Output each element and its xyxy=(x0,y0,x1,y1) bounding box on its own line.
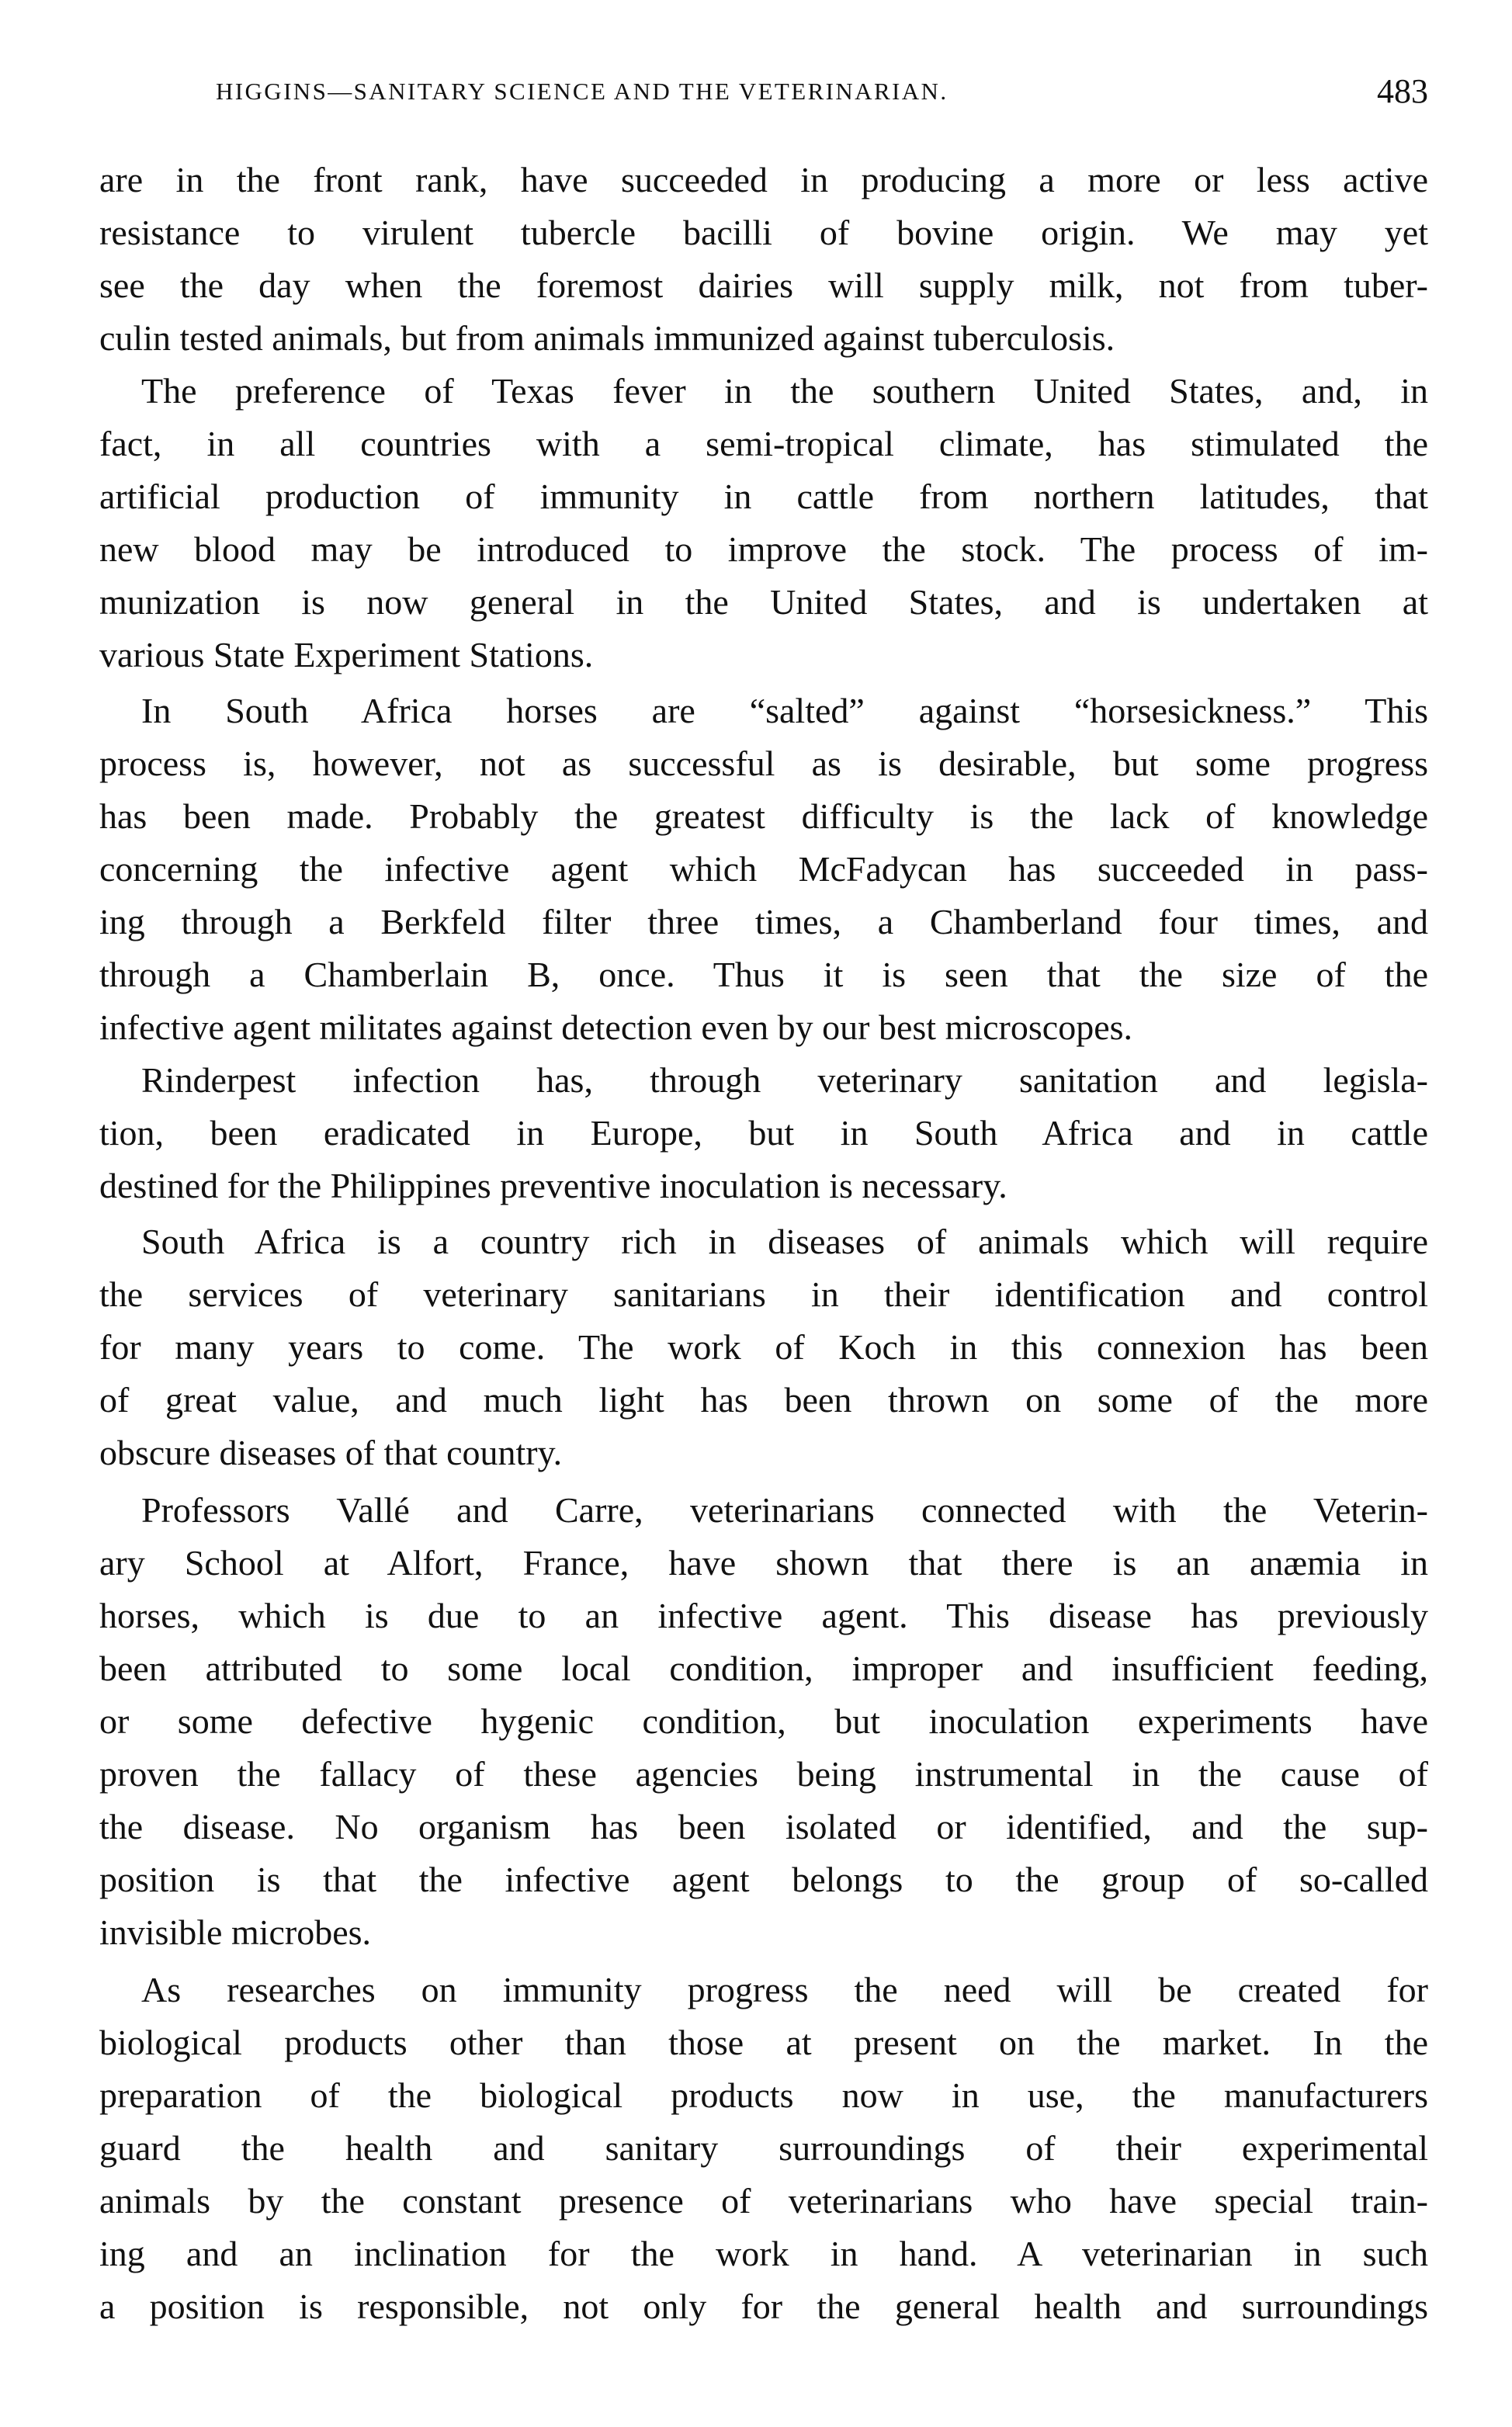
text-line: invisible microbes. xyxy=(99,1912,372,1952)
text-line: preparation of the biological products now in use, the manufacturers xyxy=(99,2075,1428,2115)
page-number: 483 xyxy=(1377,72,1428,110)
text-line: resistance to virulent tubercle bacilli of bovine origin. We may yet xyxy=(99,213,1428,252)
paragraph xyxy=(99,154,1428,365)
text-line: the services of veterinary sanitarians in their identification and control xyxy=(99,1274,1428,1314)
text-line: of great value, and much light has been thrown on some of the more xyxy=(99,1380,1428,1420)
text-line: or some defective hygenic condition, but inoculation experiments have xyxy=(99,1701,1428,1741)
text-line: guard the health and sanitary surroundings of their experimental xyxy=(99,2128,1428,2168)
text-line: South Africa is a country rich in diseases of animals which will require xyxy=(141,1222,1428,1261)
text-line: tion, been eradicated in Europe, but in South Africa and in cattle xyxy=(99,1113,1428,1153)
text-line: new blood may be introduced to improve the stock. The process of im- xyxy=(99,529,1428,569)
text-line: through a Chamberlain B, once. Thus it is seen that the size of the xyxy=(99,955,1428,994)
text-line: The preference of Texas fever in the southern United States, and, in xyxy=(141,371,1428,411)
text-line: In South Africa horses are “salted” against “horsesickness.” This xyxy=(141,691,1428,730)
text-line: ing and an inclination for the work in hand. A veterinarian in such xyxy=(99,2234,1428,2273)
text-line: culin tested animals, but from animals immunized against tuberculosis. xyxy=(99,318,1115,358)
text-line: ary School at Alfort, France, have shown that there is an anæmia in xyxy=(99,1543,1428,1583)
text-line: position is that the infective agent belongs to the group of so-called xyxy=(99,1860,1428,1899)
text-line: see the day when the foremost dairies will supply milk, not from tuber- xyxy=(99,265,1428,305)
text-line: various State Experiment Stations. xyxy=(99,635,594,674)
body-text xyxy=(99,154,1428,2333)
text-line: for many years to come. The work of Koch in this connexion has been xyxy=(99,1327,1428,1367)
text-line: been attributed to some local condition, improper and insufficient feeding, xyxy=(99,1649,1428,1688)
text-line: has been made. Probably the greatest difficulty is the lack of knowledge xyxy=(99,796,1428,836)
running-title: HIGGINS—SANITARY SCIENCE AND THE VETERINARIAN. xyxy=(216,78,948,105)
text-line: As researches on immunity progress the need will be created for xyxy=(141,1970,1428,2009)
text-line: animals by the constant presence of veterinarians who have special train- xyxy=(99,2181,1428,2221)
paragraph xyxy=(99,1215,1428,1479)
text-line: the disease. No organism has been isolated or identified, and the sup- xyxy=(99,1807,1428,1846)
text-line: Rinderpest infection has, through veterinary sanitation and legisla- xyxy=(141,1060,1428,1100)
text-line: a position is responsible, not only for the general health and surroundings xyxy=(99,2287,1428,2326)
text-line: ing through a Berkfeld filter three times, a Chamberland four times, and xyxy=(99,902,1428,941)
text-line: destined for the Philippines preventive inoculation is necessary. xyxy=(99,1166,1007,1205)
paragraph xyxy=(99,1484,1428,1959)
text-line: horses, which is due to an infective agent. This disease has previously xyxy=(99,1596,1428,1635)
running-head xyxy=(99,71,1428,118)
text-line: proven the fallacy of these agencies being instrumental in the cause of xyxy=(99,1754,1428,1794)
text-line: fact, in all countries with a semi-tropical climate, has stimulated the xyxy=(99,424,1428,463)
text-line: Professors Vallé and Carre, veterinarians connected with the Veterin- xyxy=(141,1490,1428,1530)
text-line: obscure diseases of that country. xyxy=(99,1433,563,1472)
text-line: biological products other than those at present on the market. In the xyxy=(99,2023,1428,2062)
paragraph xyxy=(99,365,1428,681)
paragraph xyxy=(99,1964,1428,2333)
text-line: are in the front rank, have succeeded in producing a more or less active xyxy=(99,160,1428,199)
text-line: process is, however, not as successful as is desirable, but some progress xyxy=(99,744,1428,783)
paragraph xyxy=(99,1054,1428,1212)
text-line: artificial production of immunity in cattle from northern latitudes, that xyxy=(99,477,1428,516)
text-line: infective agent militates against detection even by our best microscopes. xyxy=(99,1007,1133,1047)
text-line: munization is now general in the United States, and is undertaken at xyxy=(99,582,1428,622)
paragraph xyxy=(99,685,1428,1054)
text-line: concerning the infective agent which McFadycan has succeeded in pass- xyxy=(99,849,1428,889)
